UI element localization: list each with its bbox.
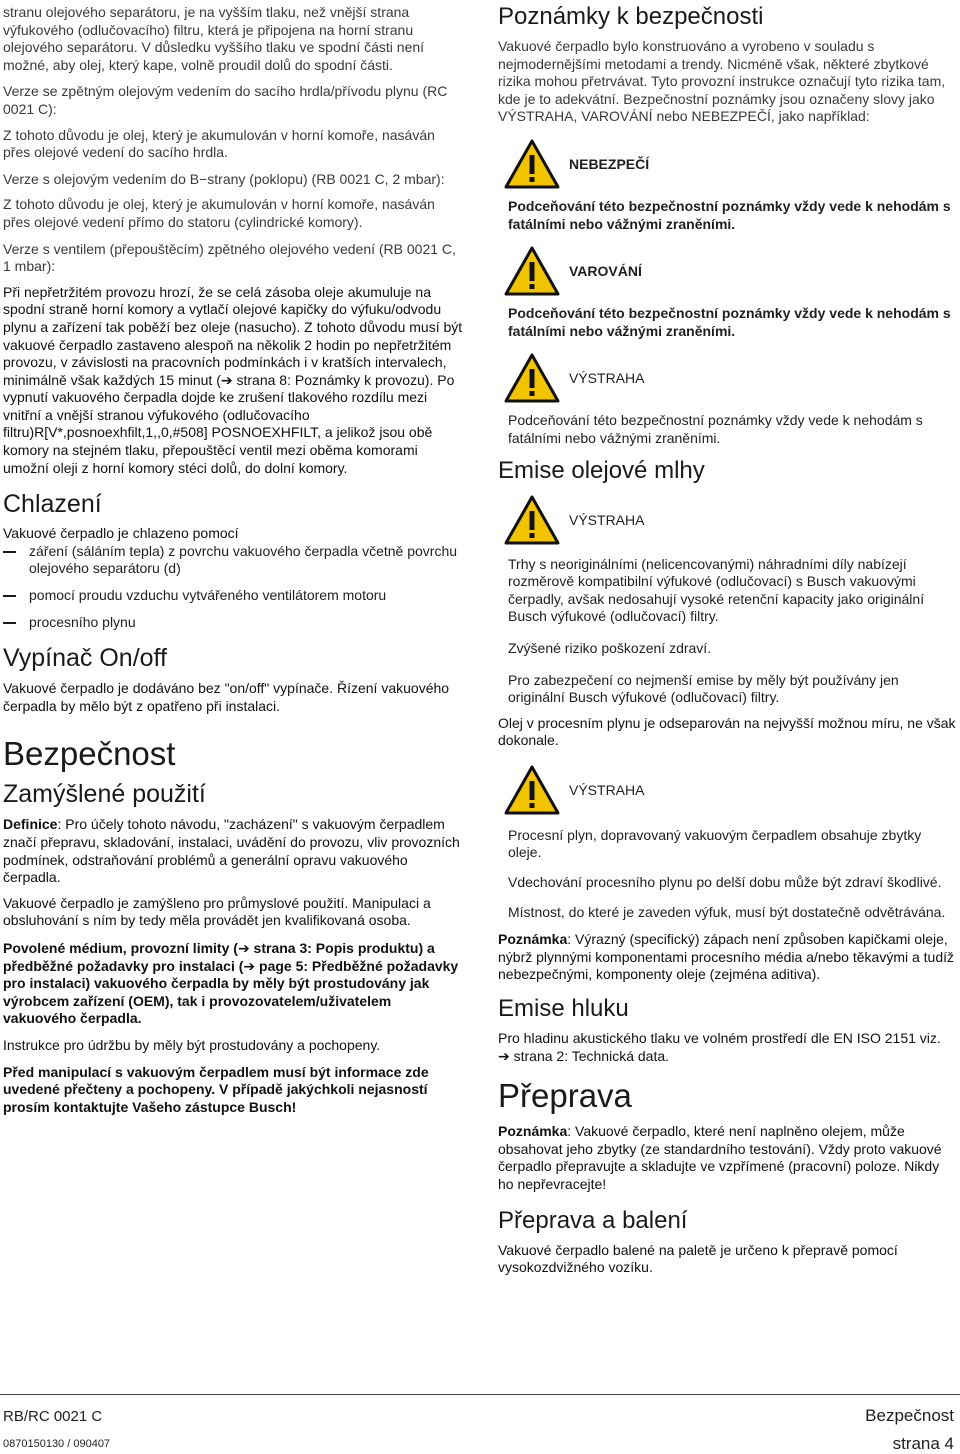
warning-triangle-icon [504,353,560,403]
caution-notice [498,348,956,408]
warning-text: Podceňování této bezpečnostní poznámky vždy vede k nehodám s fatálními nebo vážnými zraněními. [508,305,951,339]
arrow-right-icon: ➔ [498,1047,510,1064]
cooling-heading: Chlazení [3,490,102,519]
warning-triangle-icon [504,495,560,545]
warning-triangle-icon [504,139,560,189]
switch-text: Vakuové čerpadlo je dodáváno bez "on/off" vypínače. Řízení vakuového čerpadla by mělo být z opatřeno při instalaci. [3,680,450,714]
process-gas-caution [498,760,956,820]
switch-heading: Vypínač On/off [3,644,167,673]
dash-bullet-icon [3,595,16,597]
transport-note: Poznámka: Vakuové čerpadlo, které není naplněno olejem, může obsahovat jeho zbytky (ze standardního testování). Vždy proto vakuové čerpadlo přepravujte a skladujte ve vzpřímené (pracovní) poloze. Nikdy ho nepřevracejte! [498,1123,942,1192]
process-gas-inhale-text: Vdechování procesního plynu po delší dobu může být zdraví škodlivé. [508,874,942,891]
footer-page-number: strana 4 [892,1434,954,1453]
packaging-text: Vakuové čerpadlo balené na paletě je určeno k přepravě pomocí vysokozdvižného vozíku. [498,1241,898,1276]
dash-bullet-icon [3,622,16,624]
danger-label: NEBEZPEČÍ [569,155,650,172]
oil-mist-caution [498,490,956,550]
definition-paragraph: Definice: Pro účely tohoto návodu, "zacházení" s vakuovým čerpadlem značí přepravu, skladování, instalaci, uvádění do provozu, vliv provozních podmínek, odstraňování problémů a generální opravu vakuového čerpadla. [3,816,460,886]
industrial-use-paragraph: Vakuové čerpadlo je zamýšleno pro průmyslové použití. Manipulaci a obsluhování s ním by tedy měla provádět jen kvalifikovaná osoba. [3,894,431,929]
danger-text: Podceňování této bezpečnostní poznámky vždy vede k nehodám s fatálními nebo vážnými zraněními. [508,197,951,232]
danger-notice [498,134,956,194]
final-warning-paragraph: Před manipulací s vakuovým čerpadlem musí být informace zde uvedené přečteny a pochopeny. V případě jakýchkoli nejasností prosím kontaktujte Vašeho zástupce Busch! [3,1063,429,1115]
oil-mist-caution-label: VÝSTRAHA [569,511,645,528]
intended-use-heading: Zamýšlené použití [3,780,206,809]
transport-heading: Přeprava [498,1077,632,1115]
version-rb2-text: Z tohoto důvodu je olej, který je akumulován v horní komoře, nasáván přes olejové vedení přímo do statoru (cylindrické komory). [3,196,435,230]
right-column [498,2,956,1277]
version-rb1-text: Při nepřetržitém provozu hrozí, že se celá zásoba oleje akumuluje na spodní straně horní komory a vytlačí olejové kapičky do výfuku/odvodu plynu a zařízení tak poběží bez oleje (nasucho). Z tohoto důvodu musí být vakuové čerpadlo zastaveno alespoň na několik 2 hodin po nepřetržitém provozu, v závislosti na pracovních podmínkách i v kratších intervalech, minimálně však každých 15 minut (➔ strana 8: Poznámky k provozu). Po vypnutí vakuového čerpadla dojde ke zrušení tlakového rozdílu mezi vnitřní a vnější stranou výfukového (odlučovacího filtru)R[V*,posnoexhfilt,1,,0,#508] POSNOEXHFILT, a jelikož jsou obě komory na stejném tlaku, přepouštěcí ventil mezi oběma komorami umožní oleji z horní komory stéci dolů, do dolní komory. [3,283,463,476]
list-item: procesního plynu [3,614,463,632]
limits-paragraph: Povolené médium, provozní limity (➔ strana 3: Popis produktu) a předběžné požadavky pro instalaci (➔ page 5: Předběžné požadavky pro instalaci) vakuového čerpadla by měly být prostudovány jak výrobcem zařízení (OEM), tak i provozovatelem/uživatelem vakuového čerpadla. [3,939,459,1027]
odor-note: Poznámka: Výrazný (specifický) zápach není způsoben kapičkami oleje, nýbrž plynnými komponentami procesního média a/nebo těkavými a tudíž nebezpečnými, komponenty oleje (zejména aditiva). [498,931,955,983]
warning-label: VAROVÁNÍ [569,263,642,280]
version-rc-text: Z tohoto důvodu je olej, který je akumulován v horní komoře, nasáván přes olejové vedení do sacího hrdla. [3,126,435,161]
safety-notes-heading: Poznámky k bezpečnosti [498,3,764,30]
version-rb1-title: Verze s ventilem (přepouštěcím) zpětného olejového vedení (RB 0021 C, 1 mbar): [3,240,456,275]
version-rb2-title: Verze s olejovým vedením do B−strany (poklopu) (RB 0021 C, 2 mbar): [3,170,445,187]
noise-heading: Emise hluku [498,995,629,1023]
process-gas-text: Procesní plyn, dopravovaný vakuovým čerpadlem obsahuje zbytky oleje. [508,826,922,861]
oil-mist-filter-text: Pro zabezpečení co nejmenší emise by měly být používány jen originální Busch výfukové (odlučovací) filtry. [508,671,899,706]
process-gas-caution-label: VÝSTRAHA [569,781,645,798]
packaging-heading: Přeprava a balení [498,1206,688,1234]
arrow-right-icon: ➔ [243,957,256,974]
footer-doc-number: 0870150130 / 090407 [3,1438,111,1450]
list-item: pomocí proudu vzduchu vytvářeného ventilátorem motoru [3,587,463,605]
oil-mist-health-text: Zvýšené riziko poškození zdraví. [508,639,712,656]
caution-text: Podceňování této bezpečnostní poznámky vždy vede k nehodám s fatálními nebo vážnými zraněními. [508,412,923,446]
intro-paragraph: stranu olejového separátoru, je na vyšším tlaku, než vnější strana výfukového (odlučovacího) filtru, která je připojena na horní stranu olejového separátoru. V důsledku vyššího tlaku ve spodní části není možné, aby olej, který kape, volně proudil dolů do spodní části. [3,4,425,73]
process-gas-ventilation-text: Místnost, do které je zaveden výfuk, musí být dostatečně odvětrávána. [508,903,946,920]
warning-triangle-icon [504,765,560,815]
left-column [3,4,463,1116]
list-item: záření (sáláním tepla) z povrchu vakuového čerpadla včetně povrchu olejového separátoru (d) [3,543,463,578]
oil-mist-caution-text: Trhy s neoriginálními (nelicencovanými) náhradními díly nabízejí rozměrově kompatibilní výfukové (odlučovací) s Busch vakuovými čerpadly, avšak nedosahují vysoké retenční kapacity jako originální Busch výfukové (odlučovací) filtry. [508,555,925,625]
footer-section: Bezpečnost [865,1406,954,1425]
arrow-right-icon: ➔ [237,939,250,956]
cooling-list [3,543,463,631]
caution-label: VÝSTRAHA [569,370,645,387]
safety-notes-text: Vakuové čerpadlo bylo konstruováno a vyrobeno v souladu s nejmodernějšími metodami a trendy. Nicméně však, některé zbytkové rizika mohou přetrvávat. Tyto provozní instrukce označují tyto rizika tam, kde je to adekvátní. Bezpečnostní poznámky jsou označeny slovy jako VÝSTRAHA, VAROVÁNÍ nebo NEBEZPEČÍ, jako například: [498,38,946,125]
noise-text: Pro hladinu akustického tlaku ve volném prostředí dle EN ISO 2151 viz. ➔ strana 2: Technická data. [498,1030,941,1064]
cooling-intro: Vakuové čerpadlo je chlazeno pomocí [3,525,239,542]
version-rc-title: Verze se zpětným olejovým vedením do sacího hrdla/přívodu plynu (RC 0021 C): [3,83,448,117]
dash-bullet-icon [3,551,16,553]
footer-divider [0,1394,960,1395]
oil-mist-heading: Emise olejové mlhy [498,456,705,484]
footer-model: RB/RC 0021 C [3,1408,103,1425]
oil-mist-plain-text: Olej v procesním plynu je odseparován na nejvyšší možnou míru, ne však dokonale. [498,714,956,749]
maintenance-paragraph: Instrukce pro údržbu by měly být prostudovány a pochopeny. [3,1036,381,1053]
warning-notice [498,241,956,301]
safety-heading: Bezpečnost [3,735,176,773]
warning-triangle-icon [504,246,560,296]
arrow-right-icon: ➔ [220,371,233,388]
